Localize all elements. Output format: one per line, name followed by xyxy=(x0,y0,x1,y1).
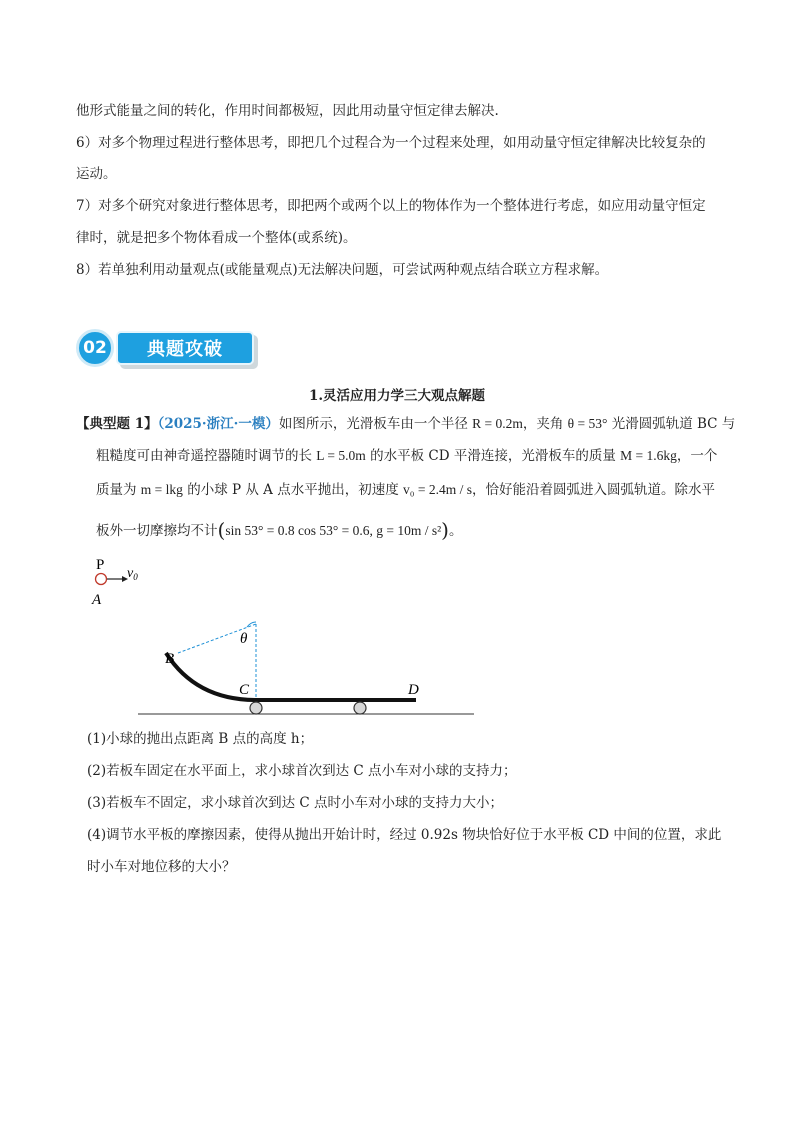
label-D: D xyxy=(408,682,419,698)
problem-text: ，恰好能沿着圆弧进入圆弧轨道。除水平 xyxy=(471,482,715,498)
problem-text: ，一个 xyxy=(676,448,718,464)
intro-item-7-cont: 律时，就是把多个物体看成一个整体(或系统)。 xyxy=(76,230,357,246)
angle-equation: θ = 53° xyxy=(567,416,608,431)
length-equation: L = 5.0m xyxy=(316,448,366,463)
label-P: P xyxy=(96,557,105,573)
intro-item-6-cont: 运动。 xyxy=(76,166,117,182)
ball-P xyxy=(96,574,107,585)
problem-text: 质量为 xyxy=(96,482,141,498)
wheel-right xyxy=(354,702,366,714)
radius-equation: R = 0.2m xyxy=(472,416,523,431)
section-badge-title: 典题攻破 xyxy=(116,331,254,365)
problem-text: 板外一切摩擦均不计 xyxy=(96,523,218,539)
section-number: 02 xyxy=(76,329,114,367)
problem-text: 的水平板 CD 平滑连接，光滑板车的质量 xyxy=(365,448,621,464)
intro-item-7: 7）对多个研究对象进行整体思考，即把两个或两个以上的物体作为一个整体进行考虑，如应用动量守恒定 xyxy=(76,198,706,214)
label-C: C xyxy=(239,682,250,698)
label-theta: θ xyxy=(240,631,248,647)
problem-text: 粗糙度可由神奇遥控器随时调节的长 xyxy=(96,448,317,464)
problem-text: ，夹角 xyxy=(522,416,568,432)
problem-text: 光滑圆弧轨道 BC 与 xyxy=(607,416,736,432)
question-2: (2)若板车固定在水平面上，求小球首次到达 C 点小车对小球的支持力； xyxy=(87,763,517,779)
question-3: (3)若板车不固定，求小球首次到达 C 点时小车对小球的支持力大小； xyxy=(87,795,504,811)
intro-item-8: 8）若单独利用动量观点(或能量观点)无法解决问题，可尝试两种观点结合联立方程求解。 xyxy=(76,262,609,278)
label-A: A xyxy=(92,592,102,608)
cart-mass-equation: M = 1.6kg xyxy=(620,448,677,463)
question-4: (4)调节水平板的摩擦因素，使得从抛出开始计时，经过 0.92s 物块恰好位于水平板 CD 中间的位置，求此 xyxy=(87,827,722,843)
wheel-left xyxy=(250,702,262,714)
section-title: 1.灵活应用力学三大观点解题 xyxy=(308,388,486,404)
ball-mass-equation: m = lkg xyxy=(140,482,183,497)
question-4-cont: 时小车对地位移的大小？ xyxy=(87,859,236,875)
intro-line-1: 他形式能量之间的转化，作用时间都极短，因此用动量守恒定律去解决. xyxy=(76,103,499,119)
problem-source: （2025·浙江·一模） xyxy=(157,416,279,432)
intro-item-6: 6）对多个物理过程进行整体思考，即把几个过程合为一个过程来处理，如用动量守恒定律解决比较复杂的 xyxy=(76,135,706,151)
problem-tag: 【典型题 1】 xyxy=(76,416,158,432)
constants-equation: sin 53° = 0.8 cos 53° = 0.6, g = 10m / s² xyxy=(225,523,442,538)
velocity-equation: v₀ = 2.4m / s xyxy=(403,482,472,497)
question-1: (1)小球的抛出点距离 B 点的高度 h； xyxy=(87,731,314,747)
problem-text: 。 xyxy=(448,523,463,539)
label-v0: $v_0$ xyxy=(127,566,138,582)
label-B: B xyxy=(165,651,175,667)
problem-line-4: 板外一切摩擦均不计(sin 53° = 0.8 cos 53° = 0.6, g = 10m / s²)。 xyxy=(96,518,463,542)
problem-text: 的小球 P 从 A 点水平抛出，初速度 xyxy=(182,482,404,498)
problem-text: 如图所示，光滑板车由一个半径 xyxy=(278,416,473,432)
